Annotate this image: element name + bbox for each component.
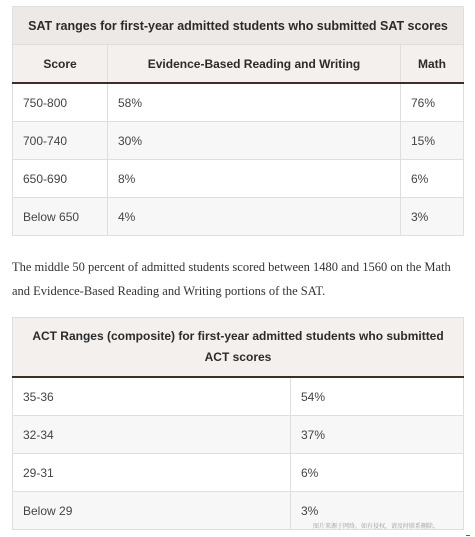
act-score-cell: 35-36 bbox=[13, 377, 291, 416]
sat-ebrw-cell: 4% bbox=[108, 198, 401, 236]
sat-ranges-table bbox=[12, 6, 464, 236]
sat-ebrw-cell: 30% bbox=[108, 122, 401, 160]
act-percent-cell: 6% bbox=[291, 454, 464, 492]
sat-score-cell: 650-690 bbox=[13, 160, 108, 198]
act-score-cell: Below 29 bbox=[13, 492, 291, 530]
corner-mark bbox=[466, 535, 470, 536]
watermark-text: 图片来源于网络，如有侵权，请及时联系删除。 bbox=[313, 523, 440, 530]
sat-math-cell: 6% bbox=[401, 160, 464, 198]
sat-header-ebrw: Evidence-Based Reading and Writing bbox=[108, 45, 401, 84]
sat-ebrw-cell: 58% bbox=[108, 83, 401, 122]
act-score-cell: 32-34 bbox=[13, 416, 291, 454]
act-caption-row bbox=[13, 318, 464, 378]
sat-header-row bbox=[13, 45, 464, 84]
table-row bbox=[13, 160, 464, 198]
act-percent-cell: 3% bbox=[291, 492, 464, 530]
table-row bbox=[13, 122, 464, 160]
sat-math-cell: 15% bbox=[401, 122, 464, 160]
sat-score-cell: Below 650 bbox=[13, 198, 108, 236]
act-score-cell: 29-31 bbox=[13, 454, 291, 492]
act-table-caption: ACT Ranges (composite) for first-year admitted students who submitted ACT scores bbox=[13, 318, 464, 378]
sat-caption-row bbox=[13, 7, 464, 45]
sat-middle-50-paragraph: The middle 50 percent of admitted students scored between 1480 and 1560 on the Math and Evidence-Based Reading and Writing portions of the SAT. bbox=[12, 260, 451, 298]
act-percent-cell: 54% bbox=[291, 377, 464, 416]
table-row bbox=[13, 454, 464, 492]
sat-ebrw-cell: 8% bbox=[108, 160, 401, 198]
act-percent-cell: 37% bbox=[291, 416, 464, 454]
act-ranges-table bbox=[12, 317, 464, 530]
table-row bbox=[13, 198, 464, 236]
sat-table-caption: SAT ranges for first-year admitted students who submitted SAT scores bbox=[13, 7, 464, 45]
sat-math-cell: 76% bbox=[401, 83, 464, 122]
table-row bbox=[13, 377, 464, 416]
sat-score-cell: 700-740 bbox=[13, 122, 108, 160]
sat-header-score: Score bbox=[13, 45, 108, 84]
sat-header-math: Math bbox=[401, 45, 464, 84]
sat-score-cell: 750-800 bbox=[13, 83, 108, 122]
table-row bbox=[13, 83, 464, 122]
sat-math-cell: 3% bbox=[401, 198, 464, 236]
table-row bbox=[13, 416, 464, 454]
